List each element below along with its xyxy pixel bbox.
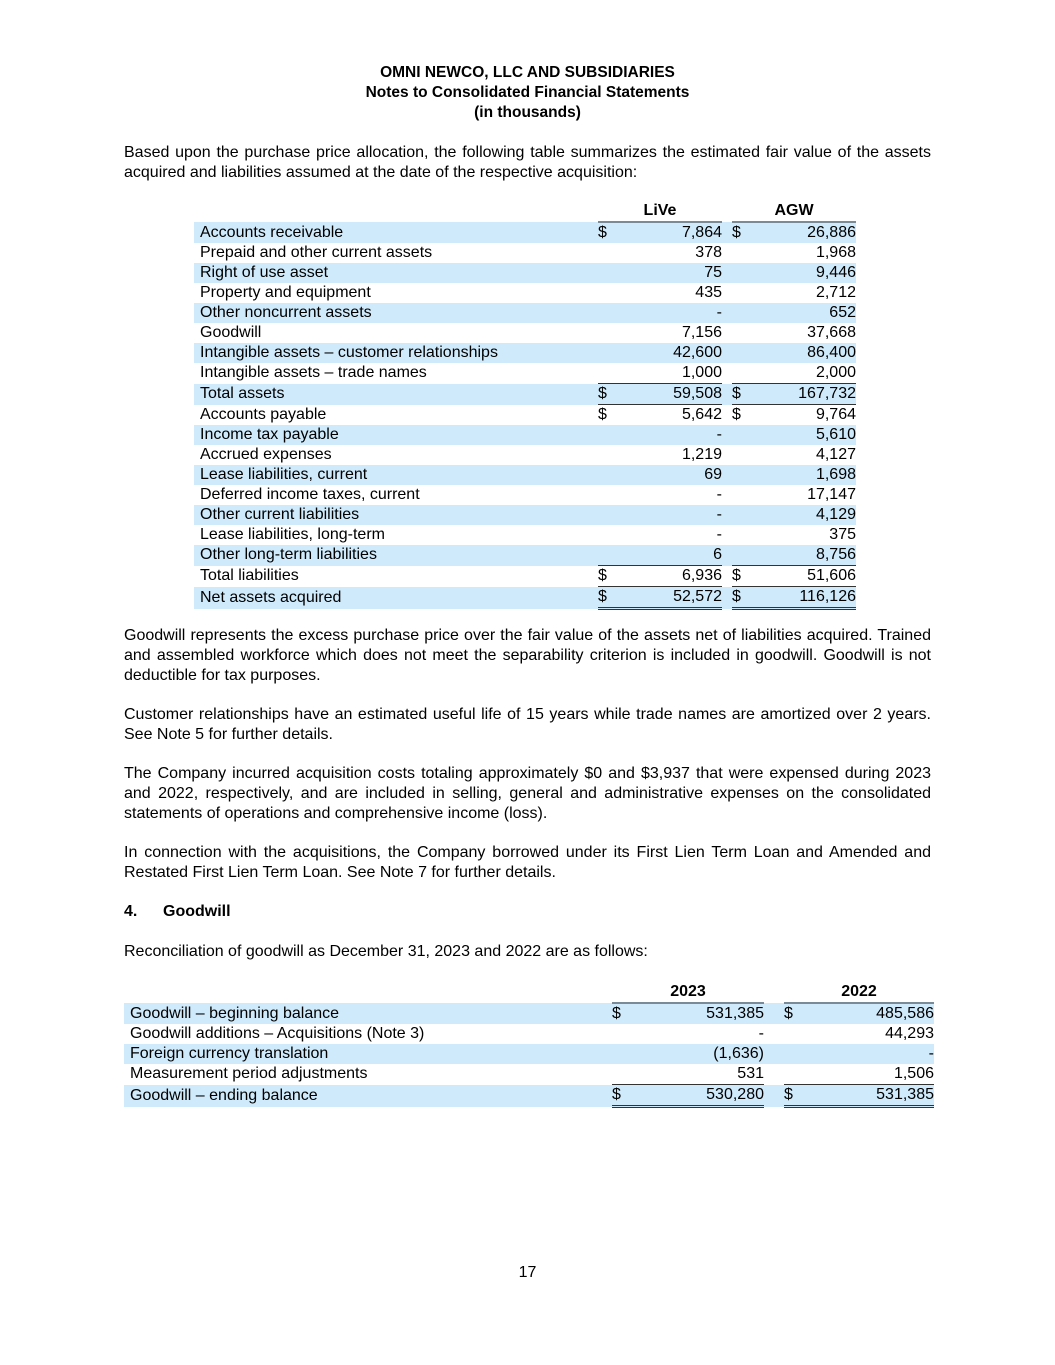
column-header-agw: AGW xyxy=(732,201,856,222)
currency-symbol xyxy=(732,525,742,545)
currency-symbol xyxy=(598,445,608,465)
column-gap xyxy=(764,1003,784,1024)
row-value-col2: 116,126 xyxy=(742,587,856,609)
column-gap xyxy=(722,545,732,566)
currency-symbol: $ xyxy=(732,406,741,423)
row-label: Other current liabilities xyxy=(194,505,598,525)
acquisition-table xyxy=(194,201,856,610)
table-header-row xyxy=(194,201,856,222)
currency-symbol xyxy=(598,363,608,384)
table-row xyxy=(194,485,856,505)
row-value-col2: 37,668 xyxy=(807,324,856,341)
row-value-col2: 9,764 xyxy=(815,406,856,423)
section-heading xyxy=(124,903,231,921)
row-label: Goodwill – beginning balance xyxy=(124,1003,612,1024)
column-gap xyxy=(722,405,732,426)
row-value-col2: 1,698 xyxy=(742,465,856,485)
column-gap xyxy=(722,465,732,485)
currency-symbol xyxy=(784,1064,804,1085)
column-header-2023: 2023 xyxy=(612,982,764,1003)
currency-symbol: $ xyxy=(598,384,608,405)
row-value-col2: 1,506 xyxy=(804,1064,934,1085)
row-label: Property and equipment xyxy=(200,284,371,301)
table-row xyxy=(194,222,856,243)
row-value-col2: 531,385 xyxy=(804,1085,934,1107)
row-value-col1: - xyxy=(716,526,722,543)
row-value-col2: 51,606 xyxy=(742,566,856,587)
row-label: Deferred income taxes, current xyxy=(200,486,420,503)
section-title: Goodwill xyxy=(163,903,231,920)
currency-symbol: $ xyxy=(612,1003,632,1024)
currency-symbol xyxy=(598,303,608,323)
goodwill-intro: Reconciliation of goodwill as December 31, 2023 and 2022 are as follows: xyxy=(124,943,648,960)
currency-symbol xyxy=(732,425,742,445)
row-value-col1: - xyxy=(716,486,722,503)
currency-symbol xyxy=(732,465,742,485)
currency-symbol xyxy=(598,263,608,283)
row-value-col2: 17,147 xyxy=(807,486,856,503)
table-row xyxy=(194,243,856,263)
document-header xyxy=(0,63,1055,123)
row-label: Other noncurrent assets xyxy=(194,303,598,323)
column-gap xyxy=(764,1044,784,1064)
intro-paragraph: Based upon the purchase price allocation, the following table summarizes the estimated fair value of the assets acquired and liabilities assumed at the date of the respective acquisition: xyxy=(124,144,931,181)
currency-symbol: $ xyxy=(598,406,607,423)
currency-symbol xyxy=(598,425,608,445)
currency-symbol: $ xyxy=(598,224,607,241)
currency-symbol xyxy=(732,303,742,323)
row-value-col2: 167,732 xyxy=(742,384,856,405)
units-note: (in thousands) xyxy=(474,104,581,121)
currency-symbol xyxy=(598,465,608,485)
row-value-col1: 59,508 xyxy=(608,384,722,405)
table-row xyxy=(194,525,856,545)
row-label: Goodwill additions – Acquisitions (Note 3) xyxy=(130,1025,425,1042)
row-label: Intangible assets – customer relationships xyxy=(194,343,598,363)
row-value-col1: 69 xyxy=(608,465,722,485)
row-value-col2: 1,968 xyxy=(815,244,856,261)
currency-symbol xyxy=(784,1044,804,1064)
section-number: 4. xyxy=(124,903,138,920)
currency-symbol: $ xyxy=(732,566,742,587)
row-value-col1: - xyxy=(608,505,722,525)
goodwill-table xyxy=(124,982,934,1108)
currency-symbol xyxy=(732,343,742,363)
row-value-col2: 485,586 xyxy=(804,1003,934,1024)
table-row xyxy=(124,1064,934,1085)
row-value-col2: 8,756 xyxy=(742,545,856,566)
row-value-col2: 86,400 xyxy=(742,343,856,363)
row-label: Total liabilities xyxy=(200,567,299,584)
currency-symbol xyxy=(598,505,608,525)
table-row xyxy=(194,263,856,283)
table-row xyxy=(194,303,856,323)
column-gap xyxy=(722,363,732,384)
row-value-col1: 435 xyxy=(695,284,722,301)
document-title: Notes to Consolidated Financial Statements xyxy=(365,84,690,101)
table-row xyxy=(194,323,856,343)
currency-symbol xyxy=(598,343,608,363)
currency-symbol: $ xyxy=(732,224,741,241)
row-value-col2: 652 xyxy=(742,303,856,323)
currency-symbol xyxy=(598,525,608,545)
table-row xyxy=(194,545,856,566)
row-value-col1: - xyxy=(608,425,722,445)
row-label: Foreign currency translation xyxy=(124,1044,612,1064)
row-value-col1: 378 xyxy=(695,244,722,261)
goodwill-paragraph: Goodwill represents the excess purchase price over the fair value of the assets net of liabilities acquired. Trained and assembled workforce which does not meet the separability criterion is included in goodwill. Goodwill is not deductible for tax purposes. xyxy=(124,627,931,684)
column-header-2022: 2022 xyxy=(784,982,934,1003)
row-label: Intangible assets – trade names xyxy=(200,364,427,382)
currency-symbol xyxy=(598,243,608,263)
column-gap xyxy=(722,505,732,525)
currency-symbol xyxy=(732,485,742,505)
table-row xyxy=(194,283,856,303)
row-value-col2: 4,129 xyxy=(742,505,856,525)
column-gap xyxy=(764,1085,784,1107)
column-gap xyxy=(722,566,732,587)
column-gap xyxy=(722,222,732,243)
column-gap xyxy=(722,323,732,343)
borrowing-paragraph: In connection with the acquisitions, the Company borrowed under its First Lien Term Loan and Amended and Restated First Lien Term Loan. See Note 7 for further details. xyxy=(124,844,931,881)
row-value-col1: 52,572 xyxy=(608,587,722,609)
page-number: 17 xyxy=(518,1264,537,1281)
row-label: Accounts payable xyxy=(200,405,327,423)
row-label: Measurement period adjustments xyxy=(130,1065,368,1083)
row-value-col1: 5,642 xyxy=(681,406,722,423)
currency-symbol xyxy=(732,363,742,384)
column-gap xyxy=(722,283,732,303)
currency-symbol xyxy=(732,445,742,465)
row-value-col1: 1,219 xyxy=(681,446,722,463)
table-row xyxy=(194,405,856,426)
table-row xyxy=(124,1003,934,1024)
currency-symbol: $ xyxy=(784,1003,804,1024)
row-label: Accrued expenses xyxy=(200,446,332,463)
currency-symbol xyxy=(598,545,608,566)
row-value-col1: 75 xyxy=(608,263,722,283)
currency-symbol xyxy=(612,1024,632,1044)
row-value-col2: 26,886 xyxy=(742,222,856,243)
table-row xyxy=(124,1044,934,1064)
column-gap xyxy=(722,263,732,283)
column-gap xyxy=(764,1024,784,1044)
row-value-col1: (1,636) xyxy=(632,1044,764,1064)
column-gap xyxy=(722,587,732,609)
column-gap xyxy=(722,303,732,323)
currency-symbol: $ xyxy=(612,1085,632,1107)
currency-symbol xyxy=(732,243,742,263)
row-value-col2: 2,000 xyxy=(742,363,856,384)
row-label: Net assets acquired xyxy=(194,587,598,609)
currency-symbol xyxy=(784,1024,804,1044)
row-label: Accounts receivable xyxy=(194,222,598,243)
row-value-col2: 4,127 xyxy=(815,446,856,463)
row-value-col1: 6,936 xyxy=(608,566,722,587)
column-gap xyxy=(722,343,732,363)
table-row xyxy=(124,1024,934,1044)
row-label: Right of use asset xyxy=(194,263,598,283)
table-row xyxy=(194,505,856,525)
column-gap xyxy=(764,1064,784,1085)
currency-symbol xyxy=(732,545,742,566)
row-value-col1: 530,280 xyxy=(632,1085,764,1107)
acquisition-costs-paragraph: The Company incurred acquisition costs totaling approximately $0 and $3,937 that were expensed during 2023 and 2022, respectively, and are included in selling, general and administrative expenses on the consolidated statements of operations and comprehensive income (loss). xyxy=(124,765,931,822)
currency-symbol xyxy=(732,323,742,343)
currency-symbol xyxy=(598,323,608,343)
column-gap xyxy=(722,525,732,545)
row-label: Goodwill xyxy=(200,324,262,341)
column-gap xyxy=(722,425,732,445)
row-label: Prepaid and other current assets xyxy=(200,244,433,261)
table-row xyxy=(194,445,856,465)
row-label: Goodwill – ending balance xyxy=(124,1085,612,1107)
row-label: Other long-term liabilities xyxy=(194,545,598,566)
table-row xyxy=(124,1085,934,1107)
row-value-col2: 375 xyxy=(829,526,856,543)
currency-symbol: $ xyxy=(598,587,608,609)
column-header-live: LiVe xyxy=(598,201,722,222)
row-value-col1: - xyxy=(608,303,722,323)
currency-symbol xyxy=(732,263,742,283)
row-value-col2: 9,446 xyxy=(742,263,856,283)
row-value-col1: 531,385 xyxy=(632,1003,764,1024)
row-label: Total assets xyxy=(194,384,598,405)
currency-symbol xyxy=(598,485,608,505)
row-label: Lease liabilities, long-term xyxy=(200,526,385,543)
row-value-col1: 6 xyxy=(608,545,722,566)
currency-symbol xyxy=(732,505,742,525)
table-row xyxy=(194,587,856,609)
table-row xyxy=(194,425,856,445)
row-value-col2: 44,293 xyxy=(885,1025,934,1042)
table-row xyxy=(194,566,856,587)
currency-symbol: $ xyxy=(598,566,608,587)
currency-symbol xyxy=(598,283,608,303)
currency-symbol: $ xyxy=(732,587,742,609)
row-value-col2: 2,712 xyxy=(815,284,856,301)
row-value-col1: 42,600 xyxy=(608,343,722,363)
table-row xyxy=(194,384,856,405)
column-gap xyxy=(722,243,732,263)
row-value-col2: 5,610 xyxy=(742,425,856,445)
column-gap xyxy=(722,445,732,465)
row-label: Lease liabilities, current xyxy=(194,465,598,485)
currency-symbol: $ xyxy=(784,1085,804,1107)
column-gap xyxy=(722,485,732,505)
table-row xyxy=(194,465,856,485)
table-row xyxy=(194,343,856,363)
currency-symbol: $ xyxy=(732,384,742,405)
customer-relationships-paragraph: Customer relationships have an estimated useful life of 15 years while trade names are amortized over 2 years. See Note 5 for further details. xyxy=(124,706,931,743)
column-gap xyxy=(722,384,732,405)
row-value-col1: 7,864 xyxy=(608,222,722,243)
row-value-col1: 531 xyxy=(632,1064,764,1085)
currency-symbol xyxy=(612,1044,632,1064)
table-row xyxy=(194,363,856,384)
row-value-col1: - xyxy=(758,1025,764,1042)
currency-symbol xyxy=(612,1064,632,1085)
currency-symbol xyxy=(732,283,742,303)
row-value-col1: 7,156 xyxy=(681,324,722,341)
table-header-row xyxy=(124,982,934,1003)
row-value-col2: - xyxy=(804,1044,934,1064)
row-value-col1: 1,000 xyxy=(608,363,722,384)
company-name: OMNI NEWCO, LLC AND SUBSIDIARIES xyxy=(380,64,675,81)
row-label: Income tax payable xyxy=(194,425,598,445)
